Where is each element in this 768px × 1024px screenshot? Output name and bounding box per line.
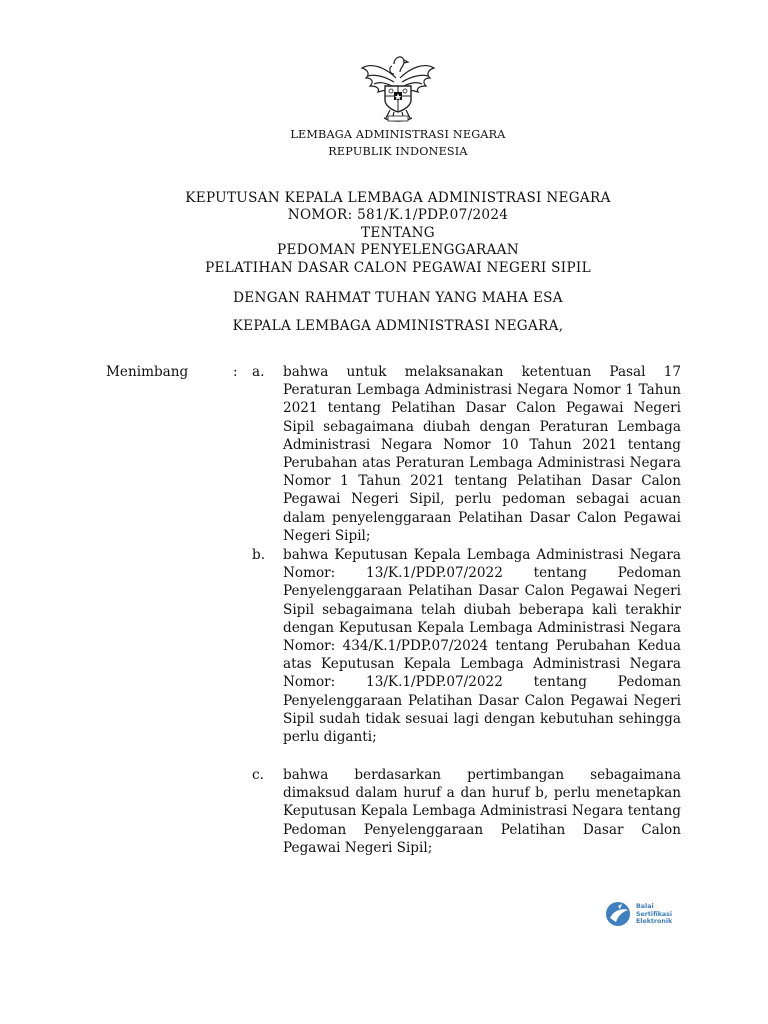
item-letter: b. xyxy=(252,547,266,563)
bsre-logo xyxy=(604,900,694,930)
item-letter: a. xyxy=(252,364,265,380)
consideration-item-a xyxy=(252,363,681,545)
bsre-text-line3: Elektronik xyxy=(636,918,673,926)
item-letter: c. xyxy=(252,767,264,783)
garuda-emblem-icon xyxy=(358,48,438,124)
preamble-authority: KEPALA LEMBAGA ADMINISTRASI NEGARA, xyxy=(232,318,564,334)
preamble-blessing: DENGAN RAHMAT TUHAN YANG MAHA ESA xyxy=(233,290,563,306)
institution-country: REPUBLIK INDONESIA xyxy=(328,145,468,158)
bsre-logo-icon xyxy=(604,900,634,928)
institution-name: LEMBAGA ADMINISTRASI NEGARA xyxy=(290,128,506,141)
decree-subject-line2: PELATIHAN DASAR CALON PEGAWAI NEGERI SIPIL xyxy=(205,260,591,276)
bsre-text-line1: Balai xyxy=(636,903,654,910)
decree-title: KEPUTUSAN KEPALA LEMBAGA ADMINISTRASI NEGARA xyxy=(185,190,611,206)
menimbang-colon: : xyxy=(233,364,238,380)
menimbang-label: Menimbang xyxy=(106,364,189,380)
item-text: bahwa berdasarkan pertimbangan sebagaimana dimaksud dalam huruf a dan huruf b, perlu menetapkan Keputusan Kepala Lembaga Administrasi Negara tentang Pedoman Penyelenggaraan Pelatihan Dasar Calon Pegawai Negeri Sipil; xyxy=(283,767,681,856)
consideration-item-c xyxy=(252,766,681,857)
item-text: bahwa untuk melaksanakan ketentuan Pasal 17 Peraturan Lembaga Administrasi Negara Nomor 1 Tahun 2021 tentang Pelatihan Dasar Calon Pegawai Negeri Sipil sebagaimana diubah dengan Peraturan Lembaga Administrasi Negara Nomor 10 Tahun 2021 tentang Perubahan atas Peraturan Lembaga Administrasi Negara Nomor 1 Tahun 2021 tentang Pelatihan Dasar Calon Pegawai Negeri Sipil, perlu pedoman sebagai acuan dalam penyelenggaraan Pelatihan Dasar Calon Pegawai Negeri Sipil; xyxy=(283,364,681,544)
decree-tentang: TENTANG xyxy=(361,225,435,241)
item-text: bahwa Keputusan Kepala Lembaga Administrasi Negara Nomor: 13/K.1/PDP.07/2022 tentang Pedoman Penyelenggaraan Pelatihan Dasar Calon Pegawai Negeri Sipil sebagaimana telah diubah beberapa kali terakhir dengan Keputusan Kepala Lembaga Administrasi Negara Nomor: 434/K.1/PDP.07/2024 tentang Perubahan Kedua atas Keputusan Kepala Lembaga Administrasi Negara Nomor: 13/K.1/PDP.07/2022 tentang Pedoman Penyelenggaraan Pelatihan Dasar Calon Pegawai Negeri Sipil sudah tidak sesuai lagi dengan kebutuhan sehingga perlu diganti; xyxy=(283,547,681,746)
decree-subject-line1: PEDOMAN PENYELENGGARAAN xyxy=(277,242,519,258)
consideration-item-b xyxy=(252,546,681,746)
bsre-text-line2: Sertifikasi xyxy=(636,910,673,918)
decree-number: NOMOR: 581/K.1/PDP.07/2024 xyxy=(287,207,509,223)
